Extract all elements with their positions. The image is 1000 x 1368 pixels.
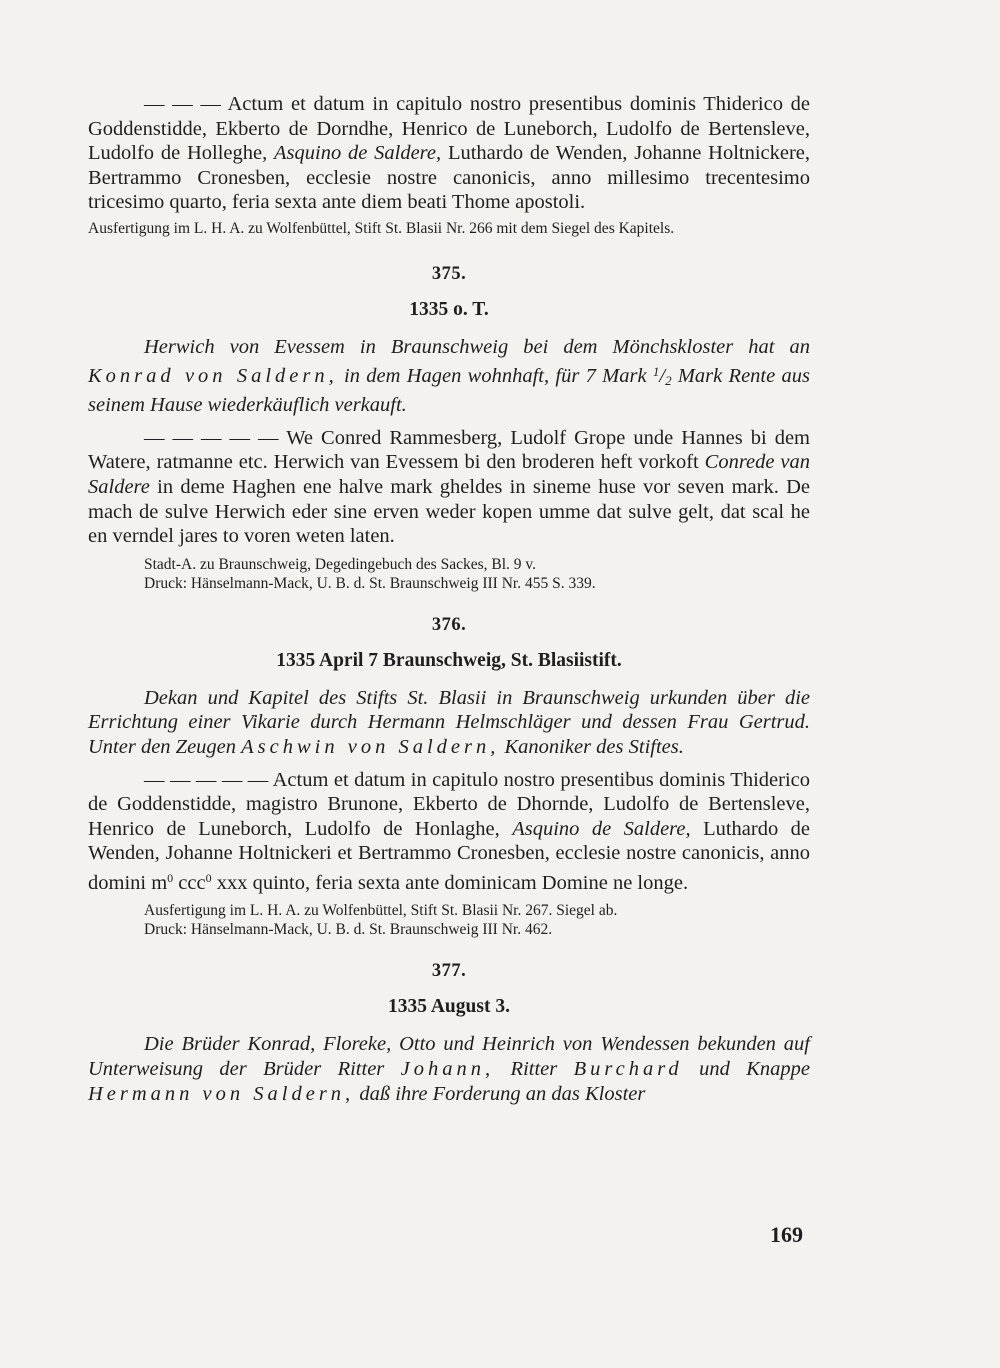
charter-text-375	[88, 426, 810, 549]
regest-text: Die Brüder Konrad, Floreke, Otto und Heinrich von Wendessen bekunden auf Unterweisung der Brüder Ritter	[88, 1033, 810, 1081]
superscript: 0	[205, 870, 212, 885]
spaced-name: Hermann von Saldern,	[88, 1082, 355, 1105]
document-date-377: 1335 August 3.	[388, 996, 510, 1018]
charter-text-374	[88, 92, 810, 215]
spaced-name: Johann,	[400, 1058, 495, 1081]
regest-377	[88, 1032, 810, 1106]
document-date-375: 1335 o. T.	[409, 298, 489, 320]
regest-text: daß ihre Forderung an das Kloster	[359, 1082, 646, 1105]
document-number-377: 377.	[431, 961, 467, 982]
name-italic: Asquino de Saldere,	[512, 817, 691, 840]
spaced-name: Konrad von Saldern,	[88, 364, 338, 387]
source-line: Druck: Hänselmann-Mack, U. B. d. St. Braunschweig III Nr. 455 S. 339.	[144, 574, 596, 592]
regest-text: und Knappe	[699, 1058, 810, 1081]
page-number: 169	[770, 1222, 803, 1247]
source-line: Druck: Hänselmann-Mack, U. B. d. St. Braunschweig III Nr. 462.	[144, 921, 553, 939]
regest-text: in dem Hagen wohnhaft, für 7 Mark	[344, 364, 647, 387]
source-note-374	[88, 219, 810, 238]
fraction-denominator: 2	[665, 372, 672, 388]
document-number-375: 375.	[431, 263, 467, 284]
text-segment: — — — — — Actum et datum in capitulo nostro presentibus dominis Thiderico de Goddenstidde, magistro Brunone, Ekberto de Dhornde, Ludolfo de Bertensleve, Henrico de Luneborch, Ludolfo de Honlaghe,	[88, 768, 810, 840]
regest-text: Mark Rente aus seinem Hause wiederkäuflich verkauft.	[88, 364, 810, 417]
text-segment: Luthardo de Wenden, Johanne Holtnickere, Bertrammo Cronesben, ecclesie nostre canonicis, anno millesimo trecentesimo tricesimo quarto, feria sexta ante diem beati Thome apostoli.	[88, 142, 811, 214]
text-segment: xxx quinto, feria sexta ante dominicam Domine ne longe.	[211, 871, 689, 894]
regest-text: Herwich von Evessem in Braunschweig bei dem Mönchskloster hat an	[144, 335, 810, 358]
source-note-375	[88, 555, 810, 593]
regest-text: Kanoniker des Stiftes.	[504, 735, 684, 758]
fraction-numerator: 1	[652, 363, 660, 379]
regest-376	[88, 686, 810, 760]
spaced-name: Aschwin von Saldern,	[241, 735, 500, 758]
document-number-376: 376.	[431, 614, 467, 635]
spaced-name: Burchard	[573, 1058, 683, 1081]
document-date-376: 1335 April 7 Braunschweig, St. Blasiistift.	[276, 649, 622, 671]
text-segment: — — — Actum et datum in capitulo nostro presentibus dominis Thiderico de Goddenstidde, Ekberto de Dorndhe, Henrico de Luneborch, Ludolfo de Bertensleve, Ludolfo de Holleghe,	[88, 93, 810, 165]
source-line: Ausfertigung im L. H. A. zu Wolfenbüttel, Stift St. Blasii Nr. 267. Siegel ab.	[144, 902, 618, 920]
source-note-376	[88, 901, 810, 939]
source-text: Ausfertigung im L. H. A. zu Wolfenbüttel, Stift St. Blasii Nr. 266 mit dem Siegel des Kapitels.	[88, 219, 675, 237]
regest-text: Ritter	[510, 1058, 558, 1081]
superscript: 0	[167, 870, 174, 885]
charter-text-376	[88, 768, 810, 896]
document-page	[88, 92, 810, 1106]
text-segment: — — — — — We Conred Rammesberg, Ludolf Grope unde Hannes bi dem Watere, ratmanne etc. Herwich van Evessem bi den broderen heft vorkoft	[88, 426, 810, 474]
source-line: Stadt-A. zu Braunschweig, Degedingebuch des Sackes, Bl. 9 v.	[144, 555, 537, 573]
text-segment: Luthardo de Wenden, Johanne Holtnickeri et Bertrammo Cronesben, ecclesie nostre canonicis, anno domini m	[88, 817, 811, 894]
text-segment: in deme Haghen ene halve mark gheldes in sineme huse vor seven mark. De mach de sulve Herwich eder sine erven weder kopen umme dat sulve gelt, dat scal he en verndel jares to voren weten laten.	[88, 475, 810, 548]
regest-text: Dekan und Kapitel des Stifts St. Blasii in Braunschweig urkunden über die Errichtung einer Vikarie durch Hermann Helmschläger und dessen Frau Gertrud. Unter den Zeugen	[88, 686, 810, 758]
name-italic: Asquino de Saldere,	[274, 142, 442, 165]
name-italic: Conrede van Saldere	[88, 451, 811, 498]
text-segment: ccc	[173, 871, 206, 894]
regest-375: Herwich von Evessem in Braunschweig bei dem Mönchskloster hat an Konrad von Saldern, in dem Hagen wohnhaft, für 7 Mark $^1$/2 Mark Rente aus seinem Hause wiederkäuflich verkauft.	[88, 335, 810, 417]
